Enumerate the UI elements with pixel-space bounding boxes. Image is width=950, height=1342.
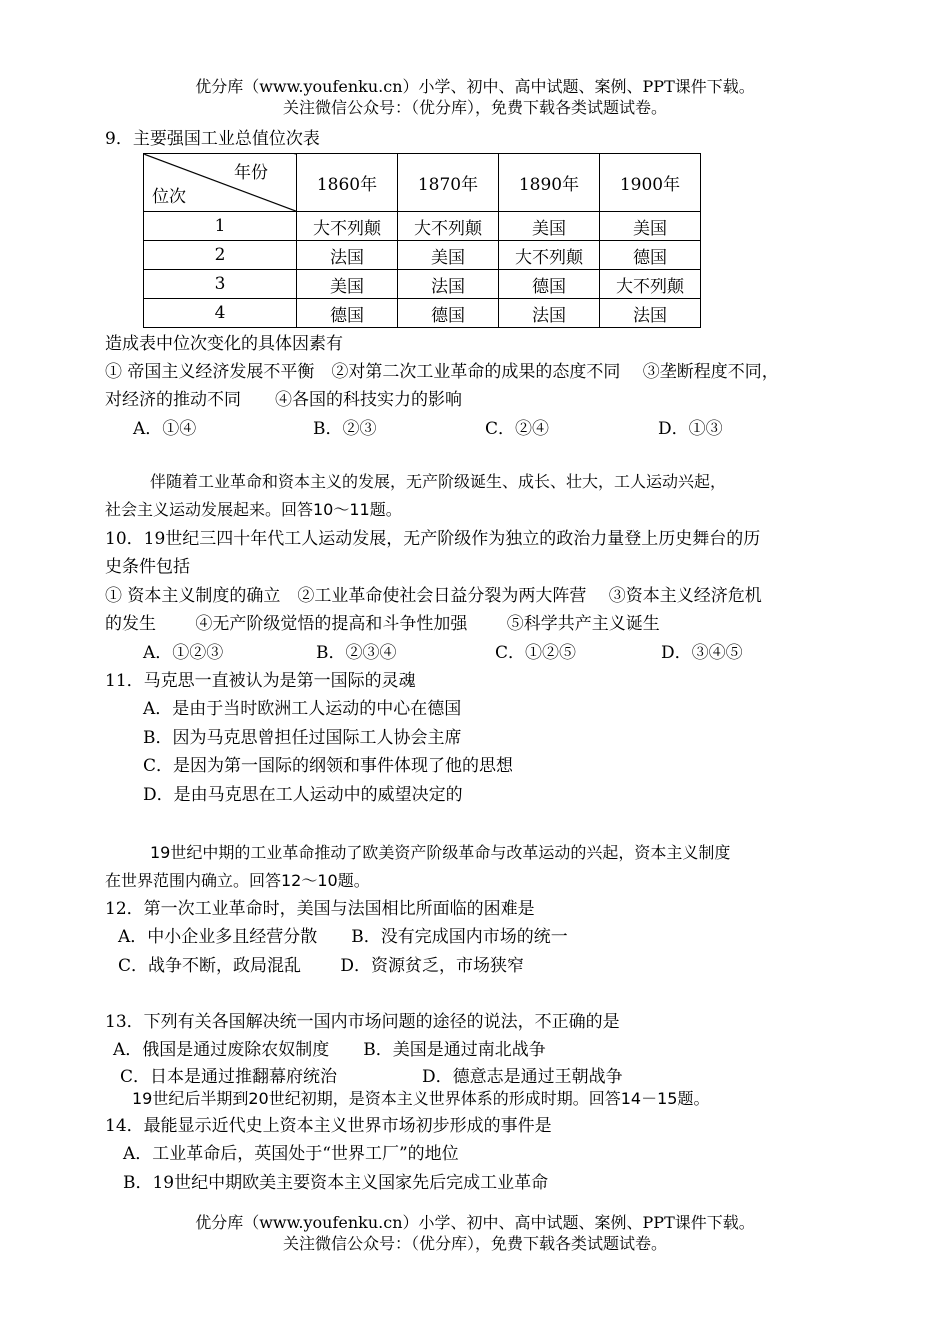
corner-year-label: 年份 xyxy=(234,163,268,183)
rank-cell: 4 xyxy=(144,299,297,328)
table-row xyxy=(144,270,701,299)
country-cell: 法国 xyxy=(398,270,499,299)
q11-option-a: A．是由于当时欧洲工人运动的中心在德国 xyxy=(143,699,462,719)
passage-1-line-2: 社会主义运动发展起来。回答10～11题。 xyxy=(105,500,402,519)
passage-3-line-1: 19世纪后半期到20世纪初期，是资本主义世界体系的形成时期。回答14－15题。 xyxy=(132,1089,710,1108)
country-cell: 德国 xyxy=(499,270,600,299)
passage-1-line-1: 伴随着工业革命和资本主义的发展，无产阶级诞生、成长、壮大，工人运动兴起， xyxy=(150,472,727,491)
q12-stem: 12．第一次工业革命时，美国与法国相比所面临的困难是 xyxy=(105,899,535,919)
q9-option-b: B．②③ xyxy=(313,419,377,439)
q9-option-c: C．②④ xyxy=(485,419,550,439)
q10-line-2: 史条件包括 xyxy=(105,557,190,577)
corner-rank-label: 位次 xyxy=(152,187,186,207)
passage-2-line-2: 在世界范围内确立。回答12～10题。 xyxy=(105,871,370,890)
country-cell: 德国 xyxy=(398,299,499,328)
q10-option-c: C．①②⑤ xyxy=(495,643,577,663)
header-line-2: 关注微信公众号：（优分库），免费下载各类试题试卷。 xyxy=(282,98,667,117)
country-cell: 大不列颠 xyxy=(499,241,600,270)
year-header: 1870年 xyxy=(398,154,499,212)
country-cell: 德国 xyxy=(600,241,701,270)
rank-cell: 3 xyxy=(144,270,297,299)
country-cell: 大不列颠 xyxy=(398,212,499,241)
q9-title: 9．主要强国工业总值位次表 xyxy=(105,129,320,149)
year-header: 1890年 xyxy=(499,154,600,212)
q10-option-a: A．①②③ xyxy=(143,643,224,663)
q14-option-b: B．19世纪中期欧美主要资本主义国家先后完成工业革命 xyxy=(123,1173,549,1193)
q12-options-line-2: C．战争不断，政局混乱 D．资源贫乏，市场狭窄 xyxy=(118,956,525,976)
country-cell: 美国 xyxy=(297,270,398,299)
q10-factors-line-2: 的发生 ④无产阶级觉悟的提高和斗争性加强 ⑤科学共产主义诞生 xyxy=(105,614,660,634)
q9-stem: 造成表中位次变化的具体因素有 xyxy=(105,334,343,354)
country-cell: 美国 xyxy=(398,241,499,270)
rank-cell: 2 xyxy=(144,241,297,270)
q10-option-b: B．②③④ xyxy=(316,643,397,663)
footer-line-2: 关注微信公众号：（优分库），免费下载各类试题试卷。 xyxy=(282,1234,667,1253)
q9-option-a: A．①④ xyxy=(133,419,197,439)
rank-table xyxy=(143,153,701,328)
country-cell: 法国 xyxy=(499,299,600,328)
q13-options-line-2: C．日本是通过推翻幕府统治 D．德意志是通过王朝战争 xyxy=(120,1067,623,1087)
country-cell: 美国 xyxy=(499,212,600,241)
footer-line-1: 优分库（www.youfenku.cn）小学、初中、高中试题、案例、PPT课件下载。 xyxy=(195,1213,755,1232)
country-cell: 大不列颠 xyxy=(600,270,701,299)
q11-option-c: C．是因为第一国际的纲领和事件体现了他的思想 xyxy=(143,756,514,776)
q11-option-d: D．是由马克思在工人运动中的威望决定的 xyxy=(143,785,463,805)
q11-stem: 11．马克思一直被认为是第一国际的灵魂 xyxy=(105,671,416,691)
q14-stem: 14．最能显示近代史上资本主义世界市场初步形成的事件是 xyxy=(105,1116,552,1136)
q11-option-b: B．因为马克思曾担任过国际工人协会主席 xyxy=(143,728,462,748)
q14-option-a: A．工业革命后，英国处于“世界工厂”的地位 xyxy=(123,1144,459,1164)
year-header: 1860年 xyxy=(297,154,398,212)
q13-stem: 13．下列有关各国解决统一国内市场问题的途径的说法，不正确的是 xyxy=(105,1012,620,1032)
header-line-1: 优分库（www.youfenku.cn）小学、初中、高中试题、案例、PPT课件下载。 xyxy=(195,77,755,96)
q12-options-line-1: A．中小企业多且经营分散 B．没有完成国内市场的统一 xyxy=(118,927,568,947)
q13-options-line-1: A．俄国是通过废除农奴制度 B．美国是通过南北战争 xyxy=(113,1040,546,1060)
year-header: 1900年 xyxy=(600,154,701,212)
q9-factors-line-2: 对经济的推动不同 ④各国的科技实力的影响 xyxy=(105,390,462,410)
table-corner-cell xyxy=(144,154,297,212)
table-row xyxy=(144,212,701,241)
q9-factors-line-1: ① 帝国主义经济发展不平衡 ②对第二次工业革命的成果的态度不同 ③垄断程度不同， xyxy=(105,362,779,382)
passage-2-line-1: 19世纪中期的工业革命推动了欧美资产阶级革命与改革运动的兴起，资本主义制度 xyxy=(150,843,731,862)
country-cell: 法国 xyxy=(600,299,701,328)
q10-line-1: 10．19世纪三四十年代工人运动发展，无产阶级作为独立的政治力量登上历史舞台的历 xyxy=(105,529,761,549)
q10-option-d: D．③④⑤ xyxy=(661,643,743,663)
table-row xyxy=(144,299,701,328)
rank-cell: 1 xyxy=(144,212,297,241)
table-row xyxy=(144,241,701,270)
country-cell: 德国 xyxy=(297,299,398,328)
q10-factors-line-1: ① 资本主义制度的确立 ②工业革命使社会日益分裂为两大阵营 ③资本主义经济危机 xyxy=(105,586,762,606)
q9-option-d: D．①③ xyxy=(658,419,723,439)
country-cell: 法国 xyxy=(297,241,398,270)
country-cell: 大不列颠 xyxy=(297,212,398,241)
country-cell: 美国 xyxy=(600,212,701,241)
